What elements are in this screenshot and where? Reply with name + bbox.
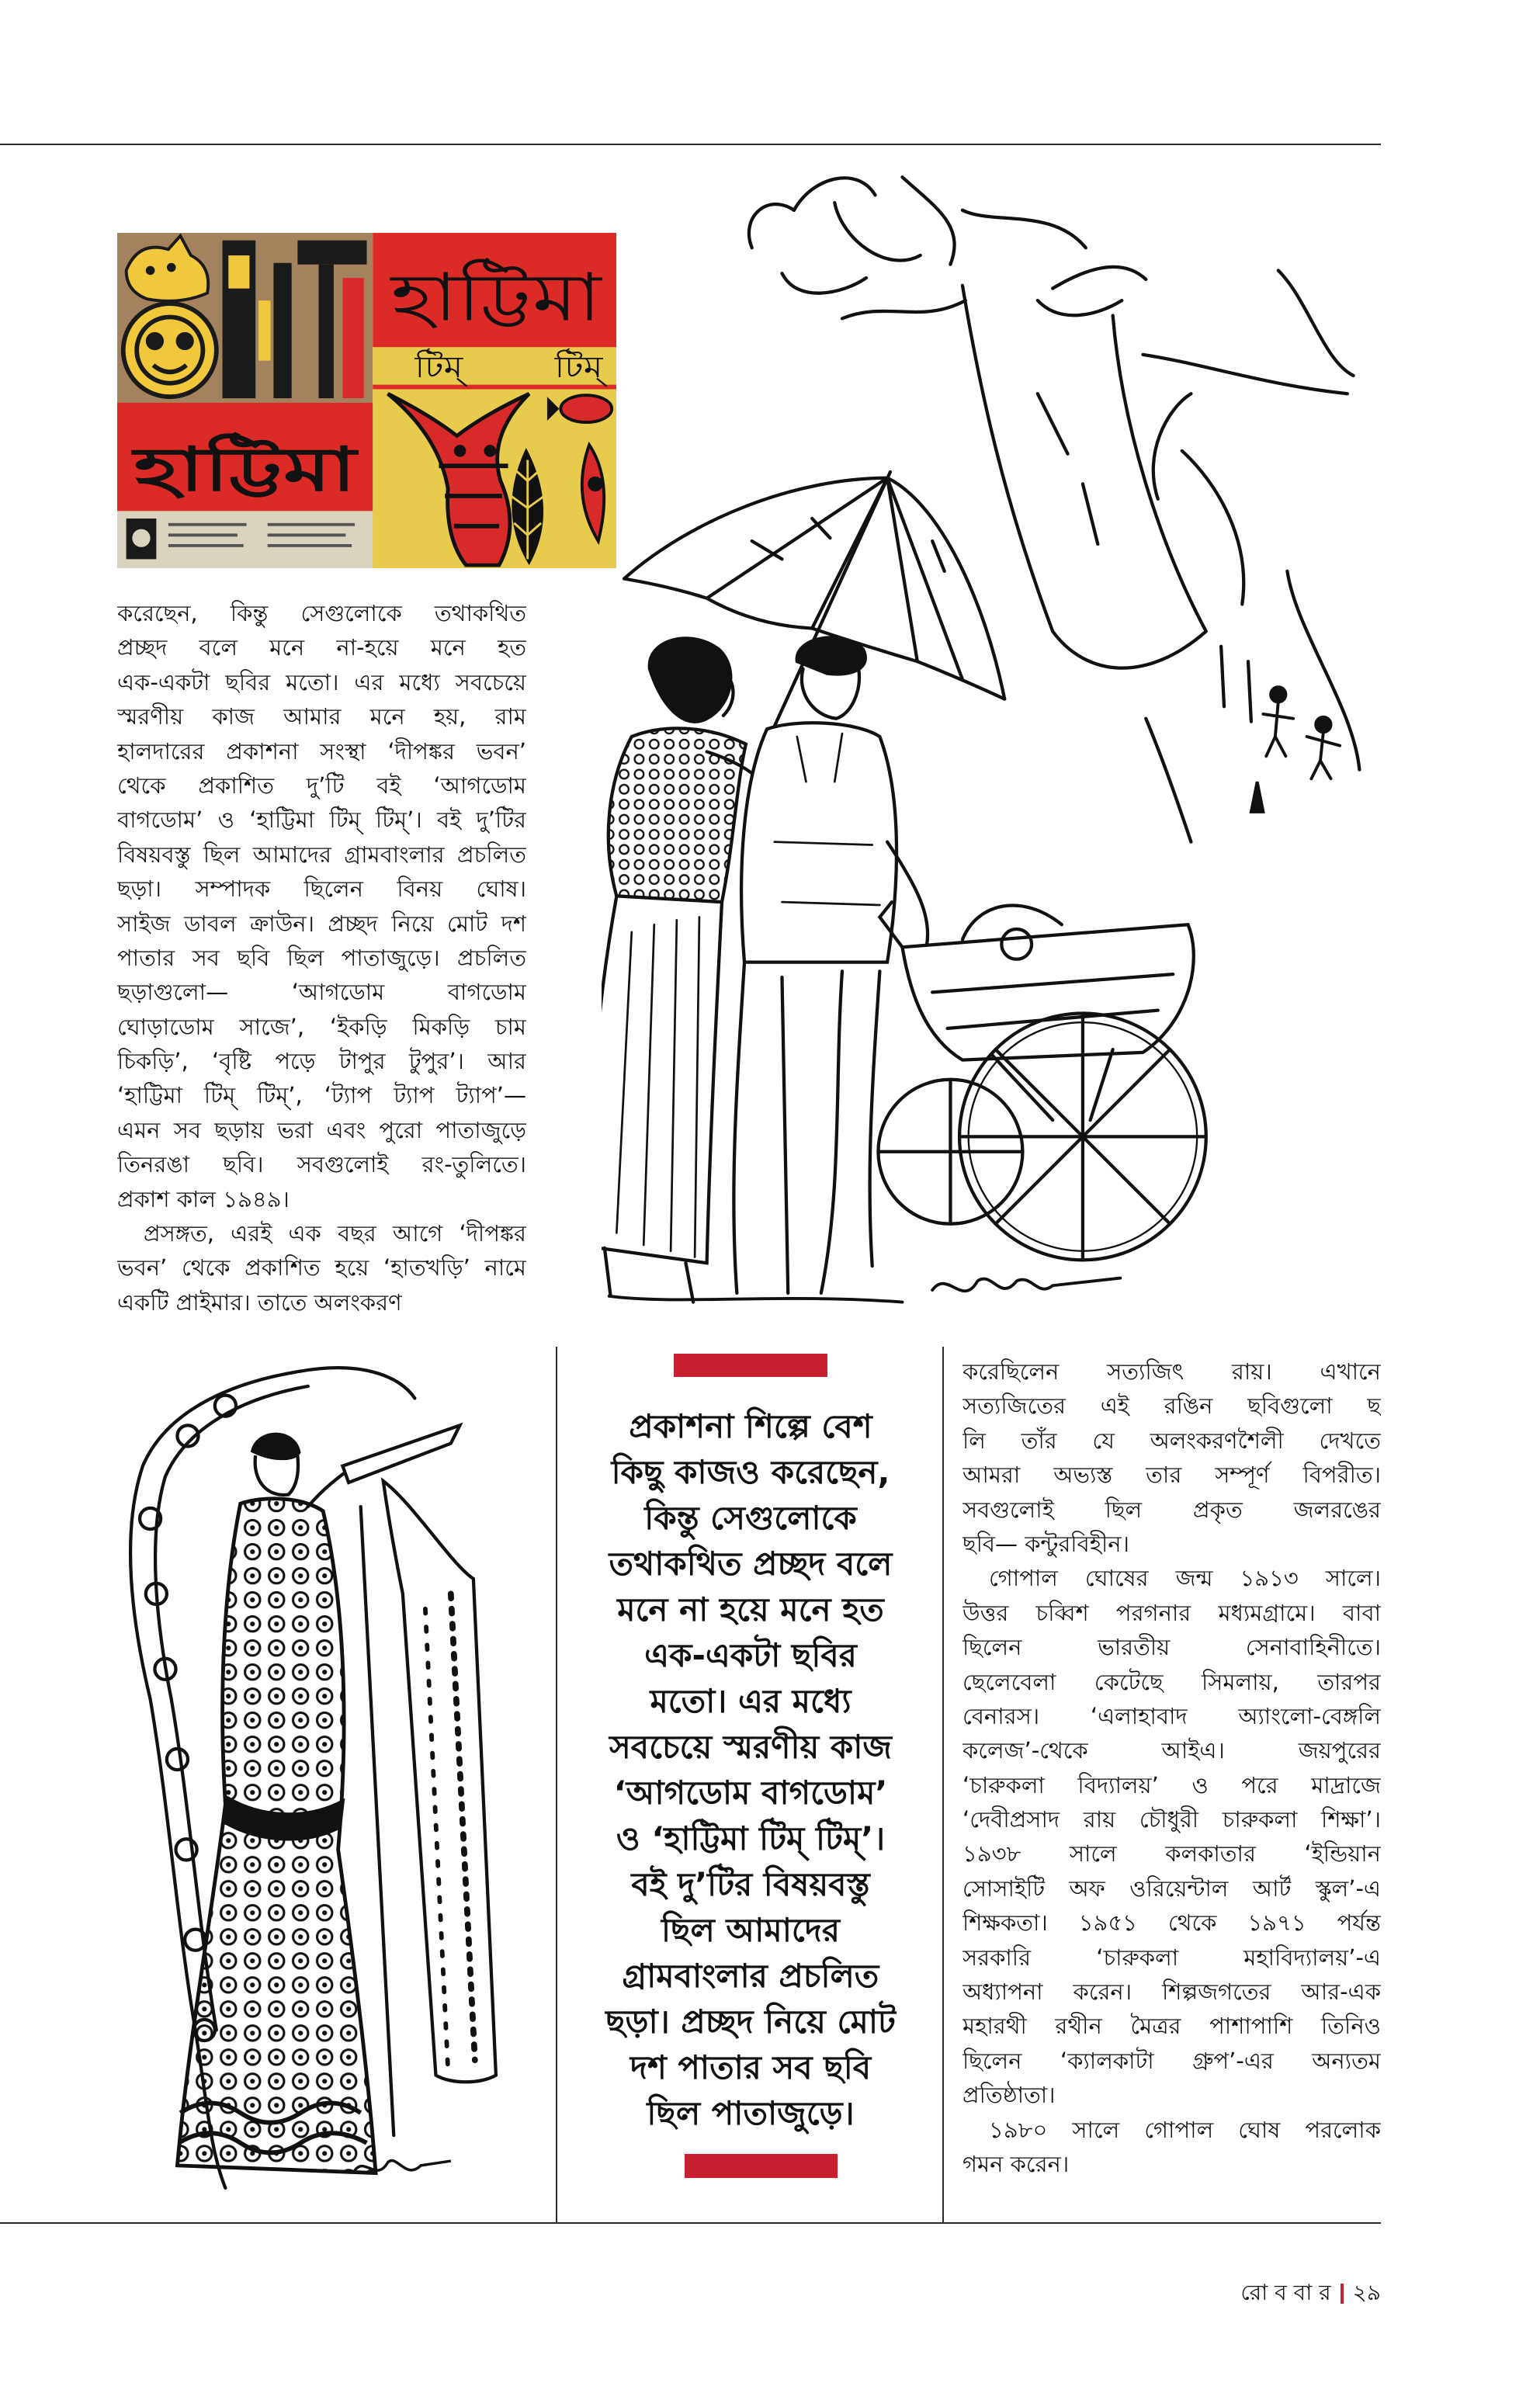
left-column-line: এক-একটা ছবির মতো। এর মধ্যে সবচেয়ে (117, 668, 526, 695)
right-column-line: উত্তর চব্বিশ পরগনার মধ্যমগ্রামে। বাবা (962, 1599, 1381, 1626)
man-figure (734, 637, 928, 1293)
top-rule (0, 144, 1381, 145)
magazine-name: রো ব বা র (1240, 2280, 1331, 2305)
right-cover-title: হাট্টিমা (390, 259, 562, 337)
left-column-line: ভবন’ থেকে প্রকাশিত হয়ে ‘হাতখড়ি’ নামে (117, 1254, 526, 1281)
left-column-line: ছড়াগুলো— ‘আগডোম বাগডোম (117, 979, 526, 1006)
pull-quote-line: দশ পাতার সব ছবি (630, 2048, 872, 2086)
left-column-line: ঘোড়াডোম সাজে’, ‘ইকড়ি মিকড়ি চাম (117, 1013, 526, 1040)
column-divider-left (556, 1347, 557, 2222)
right-column-line: সত্যজিতের এই রঙিন ছবিগুলো ছ (962, 1392, 1381, 1420)
right-column-line: ‘দেবীপ্রসাদ রায় চৌধুরী চারুকলা শিক্ষা’। (962, 1806, 1381, 1833)
pull-quote-line: ছিল আমাদের (661, 1911, 840, 1949)
book-covers-image (117, 233, 616, 568)
left-column-line: থেকে প্রকাশিত দু’টি বই ‘আগডোম (117, 772, 526, 799)
left-column-line: হালদারের প্রকাশনা সংস্থা ‘দীপঙ্কর ভবন’ (117, 737, 526, 765)
right-column-line: গমন করেন। (962, 2150, 1070, 2177)
pull-quote-line: ও ‘হাট্টিমা টিম্ টিম্’। (616, 1819, 886, 1857)
left-column-line: প্রকাশ কাল ১৯৪৯। (117, 1185, 290, 1212)
left-column-line: প্রসঙ্গত, এরই এক বছর আগে ‘দীপঙ্কর (144, 1220, 526, 1247)
right-column-line: অধ্যাপনা করেন। শিল্পজগতের আর-এক (962, 1979, 1381, 2006)
ground-and-signature (609, 1278, 1121, 1302)
page-footer (1126, 2277, 1381, 2308)
left-column-line: করেছেন, কিন্তু সেগুলোকে তথাকথিত (117, 600, 526, 626)
pull-quote-line: মনে না হয়ে মনে হত (617, 1590, 884, 1628)
right-cover-word-2: টিম্ (554, 349, 597, 385)
right-column (962, 1354, 1381, 2181)
distant-children (1251, 687, 1340, 812)
owl-face (123, 303, 217, 397)
pram (878, 902, 1205, 1260)
right-column-line: প্রতিষ্ঠাতা। (962, 2082, 1056, 2109)
right-column-line: ‘চারুকলা বিদ্যালয়’ ও পরে মাদ্রাজে (962, 1771, 1381, 1798)
right-column-line: ১৯৮০ সালে গোপাল ঘোষ পরলোক (989, 2116, 1381, 2143)
right-cover-word-1: টিম্ (414, 349, 457, 385)
right-column-line: মহারথী রথীন মৈত্রর পাশাপাশি তিনিও (962, 2013, 1381, 2040)
right-column-line: ছিলেন ‘ক্যালকাটা গ্রুপ’-এর অন্যতম (962, 2047, 1381, 2074)
right-column-line: গোপাল ঘোষের জন্ম ১৯১৩ সালে। (989, 1565, 1381, 1592)
right-column-line: ছবি— কন্টুরবিহীন। (962, 1530, 1129, 1557)
bottom-rule (0, 2222, 1381, 2224)
pull-quote-bottom-bar (685, 2154, 838, 2178)
pull-quote-line: ‘আগডোম বাগডোম’ (613, 1774, 888, 1812)
left-column-line: পাতার সব ছবি ছিল পাতাজুড়ে। প্রচলিত (117, 944, 526, 971)
pull-quote-top-bar (674, 1354, 827, 1377)
pull-quote-line: মতো। এর মধ্যে (650, 1682, 852, 1720)
pull-quote-line: বই দু’টির বিষয়বস্তু (631, 1865, 870, 1903)
pull-quote-line: তথাকথিত প্রচ্ছদ বলে (609, 1545, 893, 1583)
left-column-line: এমন সব ছড়ায় ভরা এবং পুরো পাতাজুড়ে (117, 1116, 526, 1143)
right-column-line: কলেজ’-থেকে আইএ। জয়পুরের (962, 1737, 1381, 1764)
pull-quote-line: ছিল পাতাজুড়ে। (647, 2094, 855, 2132)
left-cover (117, 233, 373, 568)
right-column-line: ছিলেন ভারতীয় সেনাবাহিনীতে। (962, 1634, 1381, 1661)
right-column-line: সরকারি ‘চারুকলা মহাবিদ্যালয়’-এ (962, 1944, 1381, 1971)
right-column-line: সোসাইটি অফ ওরিয়েন্টাল আর্ট স্কুল’-এ (962, 1875, 1381, 1902)
pull-quote-line: সবচেয়ে স্মরণীয় কাজ (609, 1728, 892, 1766)
woman-saree-illustration (117, 1361, 541, 2211)
dress (177, 1499, 376, 2173)
publisher-emblem (127, 518, 157, 559)
woman-head (252, 1434, 299, 1495)
left-column (117, 596, 526, 1320)
pull-quote-line: গ্রামবাংলার প্রচলিত (622, 1957, 879, 1995)
column-divider-right (942, 1347, 944, 2222)
pull-quote-line: প্রকাশনা শিল্পে বেশ (629, 1407, 872, 1445)
pull-quote (564, 1403, 937, 2136)
left-column-line: বাগডোম’ ও ‘হাট্টিমা টিম্ টিম্’। বই দু’টির (117, 806, 526, 834)
left-column-line: স্মরণীয় কাজ আমার মনে হয়, রাম (117, 703, 526, 730)
right-column-line: বেনারস। ‘এলাহাবাদ অ্যাংলো-বেঙ্গলি (962, 1702, 1381, 1729)
right-column-line: করেছিলেন সত্যজিৎ রায়। এখানে (962, 1358, 1381, 1385)
hanging-panels (361, 1481, 496, 2135)
left-column-line: ‘হাট্টিমা টিম্ টিম্’, ‘ট্যাপ ট্যাপ ট্যাপ’— (117, 1082, 526, 1109)
pull-quote-line: এক-একটা ছবির (644, 1636, 857, 1674)
pull-quote-line: কিছু কাজও করেছেন, (611, 1453, 890, 1491)
pull-quote-line: কিন্তু সেগুলোকে (644, 1499, 857, 1537)
left-column-line: প্রচ্ছদ বলে মনে না-হয়ে মনে হত (117, 634, 526, 661)
left-column-line: তিনরঙা ছবি। সবগুলোই রং-তুলিতে। (117, 1151, 526, 1178)
left-cover-title: হাট্টিমা (134, 435, 289, 505)
footer-separator (1341, 2284, 1344, 2304)
right-column-line: আমরা অভ্যস্ত তার সম্পূর্ণ বিপরীত। (962, 1462, 1381, 1489)
left-column-line: একটি প্রাইমার। তাতে অলংকরণ (117, 1288, 402, 1316)
right-column-line: ছেলেবেলা কেটেছে সিমলায়, তারপর (962, 1668, 1381, 1695)
right-column-line: ১৯৩৮ সালে কলকাতার ‘ইন্ডিয়ান (962, 1840, 1381, 1868)
right-column-line: লি তাঁর যে অলংকরণশৈলী দেখতে (962, 1427, 1381, 1454)
left-column-line: বিষয়বস্তু ছিল আমাদের গ্রামবাংলার প্রচলিত (117, 841, 526, 868)
right-column-line: সবগুলোই ছিল প্রকৃত জলরঙের (962, 1496, 1381, 1523)
pull-quote-line: ছড়া। প্রচ্ছদ নিয়ে মোট (605, 2003, 896, 2041)
right-cover (373, 233, 616, 568)
woman-figure (602, 638, 755, 1302)
page-number: ২৯ (1352, 2280, 1381, 2305)
left-column-line: ছড়া। সম্পাদক ছিলেন বিনয় ঘোষ। (117, 876, 526, 903)
umbrella-couple-illustration (602, 158, 1368, 1316)
left-column-line: চিকড়ি’, ‘বৃষ্টি পড়ে টাপুর টুপুর’। আর (117, 1048, 526, 1075)
left-column-line: সাইজ ডাবল ক্রাউন। প্রচ্ছদ নিয়ে মোট দশ (117, 910, 526, 937)
right-column-line: শিক্ষকতা। ১৯৫১ থেকে ১৯৭১ পর্যন্ত (962, 1909, 1381, 1937)
